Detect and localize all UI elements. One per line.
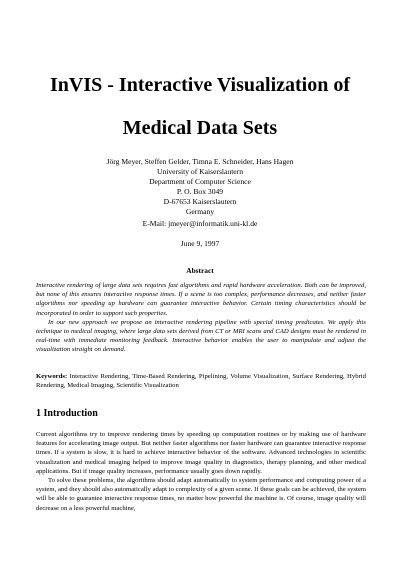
author-email: E-Mail: jmeyer@informatik.uni-kl.de: [142, 219, 258, 228]
paper-title-line1: InVIS - Interactive Visualization of: [50, 74, 350, 96]
affiliation-university: University of Kaiserslautern: [156, 167, 244, 176]
intro-paragraph-2: To solve these problems, the algorithms should adapt automatically to system performance and computing power of a system, and they should also automatically adapt to complexity of a given scene. If these goals can be achieved, the system will be able to guarantee interactive response times, no matter how powerful the machine is. Of course, image quality will decrease on a less powerful machine,: [36, 477, 366, 512]
affiliation-city: D-67653 Kaiserslautern: [163, 197, 237, 206]
affiliation-country: Germany: [185, 207, 215, 216]
paper-date: June 9, 1997: [180, 239, 220, 248]
abstract-paragraph-1: Interactive rendering of large data sets requires fast algorithms and rapid hardware acceleration. Both can be improved, but none of this ensures interactive response times. If a scene is too complex, performance decreases, and neither faster algorithms nor speeding up hardware can guarantee interactive behavior. Certain timing characteristics should be incorporated in order to support such properties.: [36, 282, 366, 317]
section-heading-introduction: 1 Introduction: [36, 408, 98, 419]
authors: Jörg Meyer, Steffen Gelder, Timna E. Schneider, Hans Hagen: [106, 157, 294, 166]
abstract: [36, 281, 366, 355]
intro-paragraph-1: Current algorithms try to improve rendering times by speeding up computation routines or by making use of hardware features for accelerating image output. But neither faster algorithms nor faster hardware can guarantee interactive response times. If a system is slow, it is hard to achieve interactive behavior of the software. Advanced technologies in scientific visualization and medical imaging helped to improve image quality in diagnostics, therapy planning, and other medical applications. But if image quality increases, performance usually goes down rapidly.: [36, 431, 366, 475]
keywords-text: Interactive Rendering, Time-Based Rendering, Pipelining, Volume Visualization, Surface Rendering, Hybrid Rendering, Medical Imaging, Scientific Visualization: [36, 373, 366, 390]
abstract-paragraph-2: In our new approach we propose an interactive rendering pipeline with special timing predicates. We apply this technique to medical imaging, where large data sets derived from CT or MRI scans and CAD designs must be rendered in real-time with immediate monitoring feedback. Interactive behavior enables the user to manipulate and adjust the visualization straight on demand.: [36, 318, 366, 354]
keywords: [36, 372, 366, 390]
keywords-label: Keywords:: [36, 373, 68, 380]
abstract-heading: Abstract: [186, 266, 214, 275]
affiliation-department: Department of Computer Science: [149, 177, 251, 186]
introduction-body: [36, 430, 366, 513]
author-block: [0, 157, 400, 217]
affiliation-po-box: P. O. Box 3049: [176, 187, 224, 196]
paper-title-line2: Medical Data Sets: [122, 117, 278, 139]
